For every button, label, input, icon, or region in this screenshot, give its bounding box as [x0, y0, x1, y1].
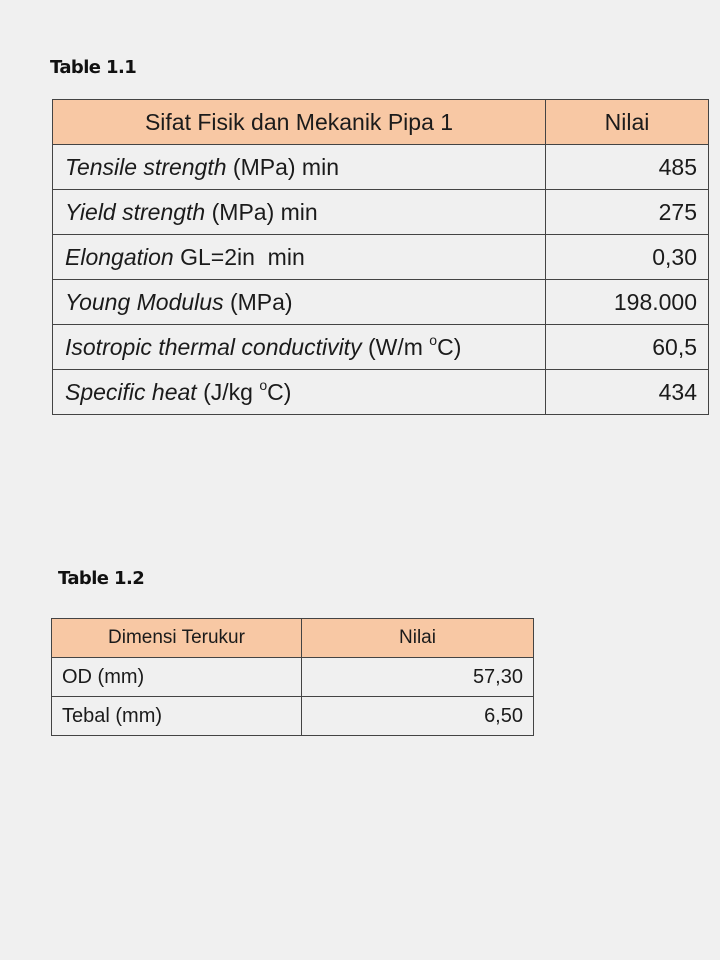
value-column-header: Nilai	[546, 100, 709, 145]
table-row	[53, 190, 709, 235]
dimension-cell: Tebal (mm)	[52, 697, 302, 736]
value-cell: 198.000	[546, 280, 709, 325]
table-row	[53, 325, 709, 370]
property-cell: Elongation GL=2in min	[53, 235, 546, 280]
measured-dimensions-table	[51, 618, 534, 736]
property-column-header: Sifat Fisik dan Mekanik Pipa 1	[53, 100, 546, 145]
value-cell: 485	[546, 145, 709, 190]
property-cell: Young Modulus (MPa)	[53, 280, 546, 325]
dimension-column-header: Dimensi Terukur	[52, 619, 302, 658]
property-cell: Tensile strength (MPa) min	[53, 145, 546, 190]
property-cell: Isotropic thermal conductivity (W/m $^o$C)	[53, 325, 546, 370]
table-header-row	[52, 619, 534, 658]
property-cell: Yield strength (MPa) min	[53, 190, 546, 235]
table-row	[53, 235, 709, 280]
table-row	[53, 370, 709, 415]
table-header-row	[53, 100, 709, 145]
value-cell: 57,30	[302, 658, 534, 697]
value-cell: 60,5	[546, 325, 709, 370]
table-row	[53, 280, 709, 325]
table-row	[53, 145, 709, 190]
table-1-2-caption: Table 1.2	[58, 568, 145, 589]
value-cell: 434	[546, 370, 709, 415]
table-row	[52, 697, 534, 736]
value-cell: 275	[546, 190, 709, 235]
value-column-header: Nilai	[302, 619, 534, 658]
table-row	[52, 658, 534, 697]
property-cell: Specific heat (J/kg $^o$C)	[53, 370, 546, 415]
value-cell: 0,30	[546, 235, 709, 280]
dimension-cell: OD (mm)	[52, 658, 302, 697]
table-1-1-caption: Table 1.1	[50, 57, 137, 78]
value-cell: 6,50	[302, 697, 534, 736]
physical-mechanical-properties-table	[52, 99, 709, 415]
